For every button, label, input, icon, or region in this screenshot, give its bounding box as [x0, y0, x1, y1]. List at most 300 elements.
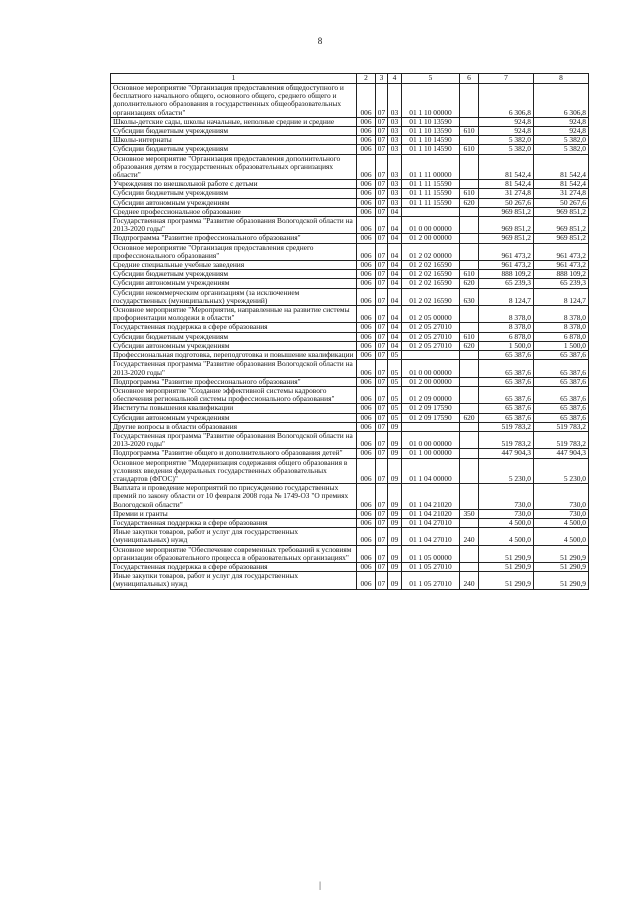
expense-type-cell [460, 323, 479, 332]
ministry-code-cell: 006 [357, 413, 376, 422]
ministry-code-cell: 006 [357, 198, 376, 207]
target-article-cell [402, 207, 460, 216]
expense-type-cell [460, 207, 479, 216]
amount-2017-cell: 81 542,4 [479, 154, 534, 180]
column-header: 7 [479, 74, 534, 84]
row-name-cell: Средние специальные учебные заведения [111, 261, 357, 270]
subsection-code-cell: 09 [388, 528, 402, 545]
table-row [111, 422, 589, 431]
amount-2017-cell: 6 306,8 [479, 84, 534, 118]
column-header: 3 [376, 74, 388, 84]
expense-type-cell [460, 422, 479, 431]
row-name-cell: Иные закупки товаров, работ и услуг для государственных (муниципальных) нужд [111, 572, 357, 589]
row-name-cell: Премии и гранты [111, 509, 357, 518]
subsection-code-cell: 03 [388, 127, 402, 136]
table-row [111, 189, 589, 198]
amount-2018-cell: 8 378,0 [534, 306, 589, 323]
row-name-cell: Основное мероприятие "Мероприятия, направленные на развитие системы профориентации молодежи в области" [111, 306, 357, 323]
target-article-cell [402, 422, 460, 431]
expense-type-cell [460, 154, 479, 180]
subsection-code-cell: 03 [388, 154, 402, 180]
subsection-code-cell: 05 [388, 377, 402, 386]
page-number: 8 [317, 36, 323, 46]
row-name-cell: Среднее профессиональное образование [111, 207, 357, 216]
target-article-cell: 01 2 09 00000 [402, 386, 460, 403]
expense-type-cell: 240 [460, 528, 479, 545]
expense-type-cell [460, 217, 479, 234]
table-body [111, 84, 589, 590]
expense-type-cell [460, 117, 479, 126]
section-code-cell: 07 [376, 332, 388, 341]
amount-2017-cell: 924,8 [479, 127, 534, 136]
ministry-code-cell: 006 [357, 145, 376, 154]
target-article-cell: 01 2 02 16590 [402, 279, 460, 288]
subsection-code-cell: 09 [388, 458, 402, 484]
column-header: 6 [460, 74, 479, 84]
amount-2017-cell: 50 267,6 [479, 198, 534, 207]
ministry-code-cell: 006 [357, 306, 376, 323]
row-name-cell: Основное мероприятие "Модернизация содержания общего образования в условиях введения федеральных государственных образовательных стандартов (ФГОС)" [111, 458, 357, 484]
table-row [111, 351, 589, 360]
subsection-code-cell: 09 [388, 572, 402, 589]
expense-type-cell [460, 484, 479, 510]
row-name-cell: Субсидии некоммерческим организациям (за исключением государственных (муниципальных) учреждений) [111, 288, 357, 305]
section-code-cell: 07 [376, 154, 388, 180]
row-name-cell: Субсидии автономным учреждениям [111, 279, 357, 288]
column-header: 5 [402, 74, 460, 84]
amount-2017-cell: 8 378,0 [479, 323, 534, 332]
expense-type-cell [460, 136, 479, 145]
table-row [111, 572, 589, 589]
column-header: 8 [534, 74, 589, 84]
row-name-cell: Основное мероприятие "Создание эффективной системы кадрового обеспечения региональной системы профессионального образования" [111, 386, 357, 403]
expense-type-cell [460, 377, 479, 386]
target-article-cell: 01 2 02 00000 [402, 243, 460, 260]
amount-2017-cell: 961 473,2 [479, 243, 534, 260]
section-code-cell: 07 [376, 117, 388, 126]
target-article-cell: 01 1 11 15590 [402, 180, 460, 189]
section-code-cell: 07 [376, 422, 388, 431]
target-article-cell [402, 351, 460, 360]
target-article-cell: 01 1 10 13590 [402, 127, 460, 136]
target-article-cell: 01 2 02 16590 [402, 270, 460, 279]
amount-2017-cell: 447 904,3 [479, 449, 534, 458]
section-code-cell: 07 [376, 377, 388, 386]
expense-type-cell [460, 458, 479, 484]
expense-type-cell [460, 234, 479, 243]
section-code-cell: 07 [376, 572, 388, 589]
table-row [111, 136, 589, 145]
section-code-cell: 07 [376, 145, 388, 154]
row-name-cell: Школы-интернаты [111, 136, 357, 145]
target-article-cell: 01 1 04 00000 [402, 458, 460, 484]
row-name-cell: Государственная поддержка в сфере образования [111, 518, 357, 527]
amount-2018-cell: 924,8 [534, 117, 589, 126]
amount-2018-cell: 8 378,0 [534, 323, 589, 332]
section-code-cell: 07 [376, 431, 388, 448]
expense-type-cell: 350 [460, 509, 479, 518]
target-article-cell: 01 1 11 15590 [402, 189, 460, 198]
expense-type-cell: 610 [460, 127, 479, 136]
ministry-code-cell: 006 [357, 279, 376, 288]
expense-type-cell [460, 261, 479, 270]
column-header: 4 [388, 74, 402, 84]
target-article-cell: 01 1 00 00000 [402, 449, 460, 458]
amount-2018-cell: 924,8 [534, 127, 589, 136]
target-article-cell: 01 1 10 00000 [402, 84, 460, 118]
amount-2018-cell: 65 387,6 [534, 351, 589, 360]
expense-type-cell: 610 [460, 145, 479, 154]
table-row [111, 449, 589, 458]
subsection-code-cell: 03 [388, 198, 402, 207]
amount-2017-cell: 888 109,2 [479, 270, 534, 279]
target-article-cell: 01 1 04 27010 [402, 518, 460, 527]
amount-2017-cell: 51 290,9 [479, 572, 534, 589]
target-article-cell: 01 1 10 14590 [402, 136, 460, 145]
row-name-cell: Иные закупки товаров, работ и услуг для государственных (муниципальных) нужд [111, 528, 357, 545]
target-article-cell: 01 2 05 27010 [402, 323, 460, 332]
ministry-code-cell: 006 [357, 217, 376, 234]
table-row [111, 341, 589, 350]
section-code-cell: 07 [376, 449, 388, 458]
ministry-code-cell: 006 [357, 136, 376, 145]
target-article-cell: 01 0 00 00000 [402, 217, 460, 234]
target-article-cell: 01 2 05 00000 [402, 306, 460, 323]
amount-2018-cell: 51 290,9 [534, 545, 589, 562]
expense-type-cell: 620 [460, 198, 479, 207]
table-row [111, 528, 589, 545]
subsection-code-cell: 09 [388, 509, 402, 518]
subsection-code-cell: 09 [388, 449, 402, 458]
subsection-code-cell: 03 [388, 136, 402, 145]
table-row [111, 377, 589, 386]
target-article-cell: 01 2 00 00000 [402, 377, 460, 386]
table-row [111, 386, 589, 403]
ministry-code-cell: 006 [357, 243, 376, 260]
subsection-code-cell: 09 [388, 518, 402, 527]
amount-2018-cell: 961 473,2 [534, 243, 589, 260]
ministry-code-cell: 006 [357, 422, 376, 431]
subsection-code-cell: 04 [388, 279, 402, 288]
section-code-cell: 07 [376, 528, 388, 545]
ministry-code-cell: 006 [357, 545, 376, 562]
expense-type-cell: 630 [460, 288, 479, 305]
row-name-cell: Подпрограмма "Развитие общего и дополнительного образования детей" [111, 449, 357, 458]
row-name-cell: Школы-детские сады, школы начальные, неполные средние и средние [111, 117, 357, 126]
section-code-cell: 07 [376, 484, 388, 510]
ministry-code-cell: 006 [357, 332, 376, 341]
ministry-code-cell: 006 [357, 377, 376, 386]
amount-2017-cell: 961 473,2 [479, 261, 534, 270]
amount-2017-cell: 924,8 [479, 117, 534, 126]
table-row [111, 518, 589, 527]
amount-2017-cell: 65 387,6 [479, 404, 534, 413]
expense-type-cell [460, 351, 479, 360]
ministry-code-cell: 006 [357, 431, 376, 448]
amount-2017-cell: 519 783,2 [479, 431, 534, 448]
row-name-cell: Подпрограмма "Развитие профессионального образования" [111, 234, 357, 243]
subsection-code-cell: 04 [388, 306, 402, 323]
table-row [111, 261, 589, 270]
amount-2017-cell: 31 274,8 [479, 189, 534, 198]
ministry-code-cell: 006 [357, 518, 376, 527]
target-article-cell: 01 1 11 15590 [402, 198, 460, 207]
section-code-cell: 07 [376, 180, 388, 189]
row-name-cell: Субсидии автономным учреждениям [111, 341, 357, 350]
target-article-cell: 01 1 05 00000 [402, 545, 460, 562]
subsection-code-cell: 03 [388, 189, 402, 198]
amount-2018-cell: 4 500,0 [534, 528, 589, 545]
amount-2017-cell: 51 290,9 [479, 562, 534, 571]
amount-2018-cell: 65 387,6 [534, 377, 589, 386]
table-row [111, 145, 589, 154]
subsection-code-cell: 09 [388, 431, 402, 448]
amount-2017-cell: 4 500,0 [479, 528, 534, 545]
expense-type-cell: 620 [460, 413, 479, 422]
row-name-cell: Основное мероприятие "Обеспечение современных требований к условиям организации образовательного процесса в образовательных организациях" [111, 545, 357, 562]
table-row [111, 404, 589, 413]
amount-2018-cell: 5 230,0 [534, 458, 589, 484]
amount-2018-cell: 65 387,6 [534, 360, 589, 377]
expense-type-cell [460, 84, 479, 118]
budget-table [110, 73, 589, 590]
section-code-cell: 07 [376, 261, 388, 270]
table-row [111, 484, 589, 510]
row-name-cell: Другие вопросы в области образования [111, 422, 357, 431]
target-article-cell: 01 2 00 00000 [402, 234, 460, 243]
subsection-code-cell: 09 [388, 545, 402, 562]
target-article-cell: 01 2 02 16590 [402, 261, 460, 270]
amount-2018-cell: 8 124,7 [534, 288, 589, 305]
expense-type-cell [460, 386, 479, 403]
amount-2018-cell: 961 473,2 [534, 261, 589, 270]
expense-type-cell: 610 [460, 332, 479, 341]
target-article-cell: 01 1 05 27010 [402, 572, 460, 589]
ministry-code-cell: 006 [357, 288, 376, 305]
ministry-code-cell: 006 [357, 261, 376, 270]
section-code-cell: 07 [376, 136, 388, 145]
subsection-code-cell: 04 [388, 270, 402, 279]
expense-type-cell: 610 [460, 189, 479, 198]
expense-type-cell: 240 [460, 572, 479, 589]
row-name-cell: Государственная поддержка в сфере образования [111, 562, 357, 571]
subsection-code-cell: 04 [388, 243, 402, 260]
amount-2018-cell: 969 851,2 [534, 217, 589, 234]
section-code-cell: 07 [376, 288, 388, 305]
amount-2018-cell: 4 500,0 [534, 518, 589, 527]
subsection-code-cell: 05 [388, 360, 402, 377]
target-article-cell: 01 1 05 27010 [402, 562, 460, 571]
amount-2017-cell: 5 230,0 [479, 458, 534, 484]
target-article-cell: 01 1 04 21020 [402, 484, 460, 510]
ministry-code-cell: 006 [357, 360, 376, 377]
section-code-cell: 07 [376, 217, 388, 234]
amount-2018-cell: 969 851,2 [534, 207, 589, 216]
section-code-cell: 07 [376, 413, 388, 422]
table-row [111, 509, 589, 518]
target-article-cell: 01 1 04 27010 [402, 528, 460, 545]
table-row [111, 458, 589, 484]
amount-2018-cell: 969 851,2 [534, 234, 589, 243]
section-code-cell: 07 [376, 207, 388, 216]
subsection-code-cell: 05 [388, 386, 402, 403]
ministry-code-cell: 006 [357, 117, 376, 126]
ministry-code-cell: 006 [357, 484, 376, 510]
section-code-cell: 07 [376, 243, 388, 260]
ministry-code-cell: 006 [357, 234, 376, 243]
table-row [111, 243, 589, 260]
amount-2018-cell: 81 542,4 [534, 154, 589, 180]
section-code-cell: 07 [376, 127, 388, 136]
section-code-cell: 07 [376, 306, 388, 323]
subsection-code-cell: 05 [388, 351, 402, 360]
ministry-code-cell: 006 [357, 207, 376, 216]
amount-2017-cell: 519 783,2 [479, 422, 534, 431]
row-name-cell: Субсидии бюджетным учреждениям [111, 189, 357, 198]
section-code-cell: 07 [376, 323, 388, 332]
row-name-cell: Субсидии бюджетным учреждениям [111, 270, 357, 279]
target-article-cell: 01 2 09 17590 [402, 413, 460, 422]
ministry-code-cell: 006 [357, 180, 376, 189]
expense-type-cell [460, 449, 479, 458]
amount-2018-cell: 730,0 [534, 509, 589, 518]
subsection-code-cell: 05 [388, 413, 402, 422]
table-row [111, 279, 589, 288]
footer-mark: | [319, 880, 321, 890]
row-name-cell: Субсидии бюджетным учреждениям [111, 145, 357, 154]
table-header-row [111, 74, 589, 84]
ministry-code-cell: 006 [357, 386, 376, 403]
ministry-code-cell: 006 [357, 84, 376, 118]
expense-type-cell [460, 431, 479, 448]
target-article-cell: 01 1 11 00000 [402, 154, 460, 180]
row-name-cell: Основное мероприятие "Организация предоставления общедоступного и бесплатного начального общего, основного общего, среднего общего и дополнительного образования в государственных общеобразовательных организациях области" [111, 84, 357, 118]
ministry-code-cell: 006 [357, 449, 376, 458]
table-row [111, 306, 589, 323]
amount-2018-cell: 730,0 [534, 484, 589, 510]
expense-type-cell: 620 [460, 279, 479, 288]
ministry-code-cell: 006 [357, 509, 376, 518]
expense-type-cell: 620 [460, 341, 479, 350]
section-code-cell: 07 [376, 404, 388, 413]
expense-type-cell [460, 562, 479, 571]
ministry-code-cell: 006 [357, 572, 376, 589]
table-row [111, 207, 589, 216]
row-name-cell: Государственная программа "Развитие образования Вологодской области на 2013-2020 годы" [111, 217, 357, 234]
amount-2018-cell: 1 500,0 [534, 341, 589, 350]
row-name-cell: Государственная поддержка в сфере образования [111, 323, 357, 332]
amount-2018-cell: 5 382,0 [534, 136, 589, 145]
amount-2017-cell: 81 542,4 [479, 180, 534, 189]
amount-2018-cell: 65 387,6 [534, 413, 589, 422]
table-row [111, 84, 589, 118]
section-code-cell: 07 [376, 234, 388, 243]
amount-2017-cell: 1 500,0 [479, 341, 534, 350]
row-name-cell: Профессиональная подготовка, переподготовка и повышение квалификации [111, 351, 357, 360]
amount-2018-cell: 51 290,9 [534, 572, 589, 589]
subsection-code-cell: 04 [388, 207, 402, 216]
table-row [111, 270, 589, 279]
ministry-code-cell: 006 [357, 404, 376, 413]
amount-2017-cell: 969 851,2 [479, 234, 534, 243]
section-code-cell: 07 [376, 84, 388, 118]
expense-type-cell [460, 545, 479, 562]
section-code-cell: 07 [376, 545, 388, 562]
subsection-code-cell: 03 [388, 180, 402, 189]
section-code-cell: 07 [376, 518, 388, 527]
amount-2017-cell: 8 378,0 [479, 306, 534, 323]
target-article-cell: 01 0 00 00000 [402, 360, 460, 377]
target-article-cell: 01 2 02 16590 [402, 288, 460, 305]
column-header: 1 [111, 74, 357, 84]
expense-type-cell [460, 306, 479, 323]
row-name-cell: Подпрограмма "Развитие профессионального образования" [111, 377, 357, 386]
row-name-cell: Государственная программа "Развитие образования Вологодской области на 2013-2020 годы" [111, 360, 357, 377]
amount-2017-cell: 65 239,3 [479, 279, 534, 288]
amount-2018-cell: 51 290,9 [534, 562, 589, 571]
amount-2017-cell: 65 387,6 [479, 413, 534, 422]
row-name-cell: Основное мероприятие "Организация предоставления дополнительного образования детям в государственных образовательных организациях области" [111, 154, 357, 180]
table-row [111, 562, 589, 571]
row-name-cell: Субсидии автономным учреждениям [111, 198, 357, 207]
subsection-code-cell: 03 [388, 84, 402, 118]
amount-2018-cell: 5 382,0 [534, 145, 589, 154]
expense-type-cell [460, 243, 479, 260]
amount-2017-cell: 65 387,6 [479, 351, 534, 360]
ministry-code-cell: 006 [357, 562, 376, 571]
row-name-cell: Субсидии бюджетным учреждениям [111, 332, 357, 341]
ministry-code-cell: 006 [357, 528, 376, 545]
amount-2018-cell: 519 783,2 [534, 422, 589, 431]
subsection-code-cell: 03 [388, 145, 402, 154]
amount-2018-cell: 65 239,3 [534, 279, 589, 288]
column-header: 2 [357, 74, 376, 84]
subsection-code-cell: 05 [388, 404, 402, 413]
expense-type-cell [460, 360, 479, 377]
amount-2018-cell: 888 109,2 [534, 270, 589, 279]
ministry-code-cell: 006 [357, 458, 376, 484]
amount-2018-cell: 6 306,8 [534, 84, 589, 118]
amount-2018-cell: 6 878,0 [534, 332, 589, 341]
amount-2017-cell: 65 387,6 [479, 360, 534, 377]
subsection-code-cell: 03 [388, 117, 402, 126]
expense-type-cell: 610 [460, 270, 479, 279]
amount-2017-cell: 65 387,6 [479, 386, 534, 403]
ministry-code-cell: 006 [357, 127, 376, 136]
amount-2018-cell: 31 274,8 [534, 189, 589, 198]
target-article-cell: 01 1 04 21020 [402, 509, 460, 518]
section-code-cell: 07 [376, 189, 388, 198]
row-name-cell: Субсидии автономным учреждениям [111, 413, 357, 422]
ministry-code-cell: 006 [357, 341, 376, 350]
ministry-code-cell: 006 [357, 154, 376, 180]
table-row [111, 198, 589, 207]
ministry-code-cell: 006 [357, 351, 376, 360]
table-row [111, 332, 589, 341]
subsection-code-cell: 09 [388, 562, 402, 571]
table-row [111, 288, 589, 305]
table-row [111, 217, 589, 234]
table-row [111, 413, 589, 422]
section-code-cell: 07 [376, 341, 388, 350]
ministry-code-cell: 006 [357, 323, 376, 332]
target-article-cell: 01 0 00 00000 [402, 431, 460, 448]
amount-2017-cell: 6 878,0 [479, 332, 534, 341]
amount-2017-cell: 51 290,9 [479, 545, 534, 562]
amount-2017-cell: 5 382,0 [479, 136, 534, 145]
amount-2018-cell: 447 904,3 [534, 449, 589, 458]
subsection-code-cell: 09 [388, 484, 402, 510]
